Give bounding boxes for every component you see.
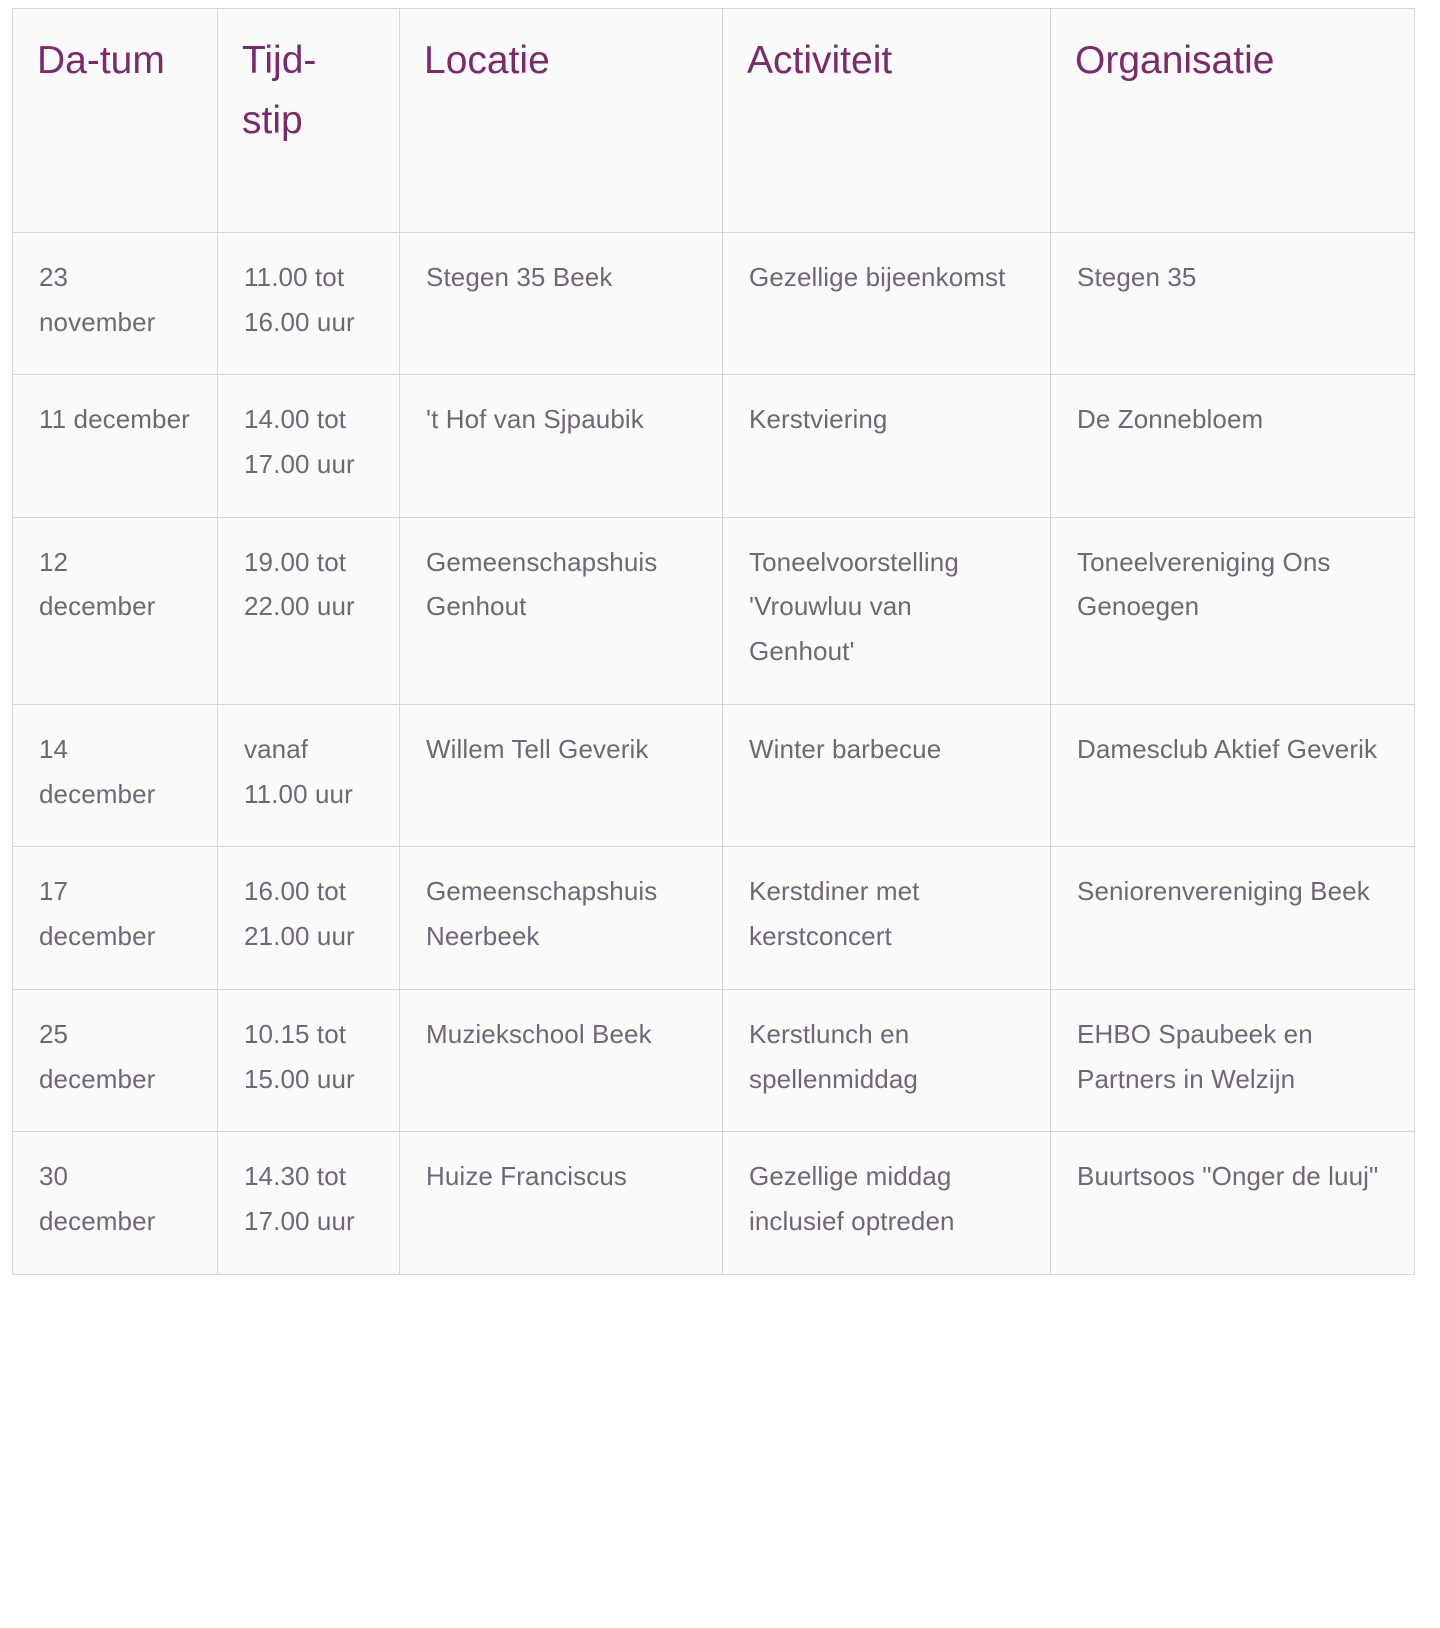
cell-datum: 14 december [13,704,218,846]
cell-activiteit: Kerstdiner met kerstconcert [723,847,1051,989]
table-row [13,704,1415,846]
cell-organisatie: Stegen 35 [1051,232,1415,374]
table-row [13,375,1415,517]
cell-datum: 25 december [13,989,218,1131]
cell-locatie: 't Hof van Sjpaubik [400,375,723,517]
cell-tijdstip: 11.00 tot 16.00 uur [218,232,400,374]
column-header-datum: Da-tum [13,9,218,233]
table-row [13,232,1415,374]
table-header [13,9,1415,233]
column-header-locatie: Locatie [400,9,723,233]
column-header-tijdstip: Tijd-stip [218,9,400,233]
cell-activiteit: Kerstlunch en spellenmiddag [723,989,1051,1131]
cell-datum: 12 december [13,517,218,704]
cell-locatie: Muziekschool Beek [400,989,723,1131]
cell-tijdstip: 19.00 tot 22.00 uur [218,517,400,704]
cell-organisatie: EHBO Spaubeek en Partners in Welzijn [1051,989,1415,1131]
table-row [13,989,1415,1131]
cell-tijdstip: 10.15 tot 15.00 uur [218,989,400,1131]
table-row [13,1132,1415,1274]
cell-locatie: Gemeenschapshuis Neerbeek [400,847,723,989]
cell-tijdstip: 14.30 tot 17.00 uur [218,1132,400,1274]
table-header-row [13,9,1415,233]
table-row [13,847,1415,989]
cell-activiteit: Kerstviering [723,375,1051,517]
column-header-organisatie: Organisatie [1051,9,1415,233]
cell-tijdstip: 14.00 tot 17.00 uur [218,375,400,517]
cell-locatie: Gemeenschapshuis Genhout [400,517,723,704]
cell-activiteit: Gezellige middag inclusief optreden [723,1132,1051,1274]
cell-tijdstip: vanaf 11.00 uur [218,704,400,846]
table-body [13,232,1415,1274]
cell-activiteit: Toneelvoorstelling 'Vrouwluu van Genhout' [723,517,1051,704]
cell-locatie: Stegen 35 Beek [400,232,723,374]
table-row [13,517,1415,704]
cell-organisatie: Buurtsoos "Onger de luuj" [1051,1132,1415,1274]
cell-organisatie: Seniorenvereniging Beek [1051,847,1415,989]
cell-organisatie: Toneelvereniging Ons Genoegen [1051,517,1415,704]
cell-activiteit: Gezellige bijeenkomst [723,232,1051,374]
column-header-activiteit: Activiteit [723,9,1051,233]
cell-datum: 30 december [13,1132,218,1274]
cell-datum: 17 december [13,847,218,989]
cell-locatie: Willem Tell Geverik [400,704,723,846]
cell-locatie: Huize Franciscus [400,1132,723,1274]
cell-datum: 23 november [13,232,218,374]
cell-organisatie: Damesclub Aktief Geverik [1051,704,1415,846]
schedule-table [12,8,1415,1275]
cell-tijdstip: 16.00 tot 21.00 uur [218,847,400,989]
cell-datum: 11 december [13,375,218,517]
cell-activiteit: Winter barbecue [723,704,1051,846]
cell-organisatie: De Zonnebloem [1051,375,1415,517]
